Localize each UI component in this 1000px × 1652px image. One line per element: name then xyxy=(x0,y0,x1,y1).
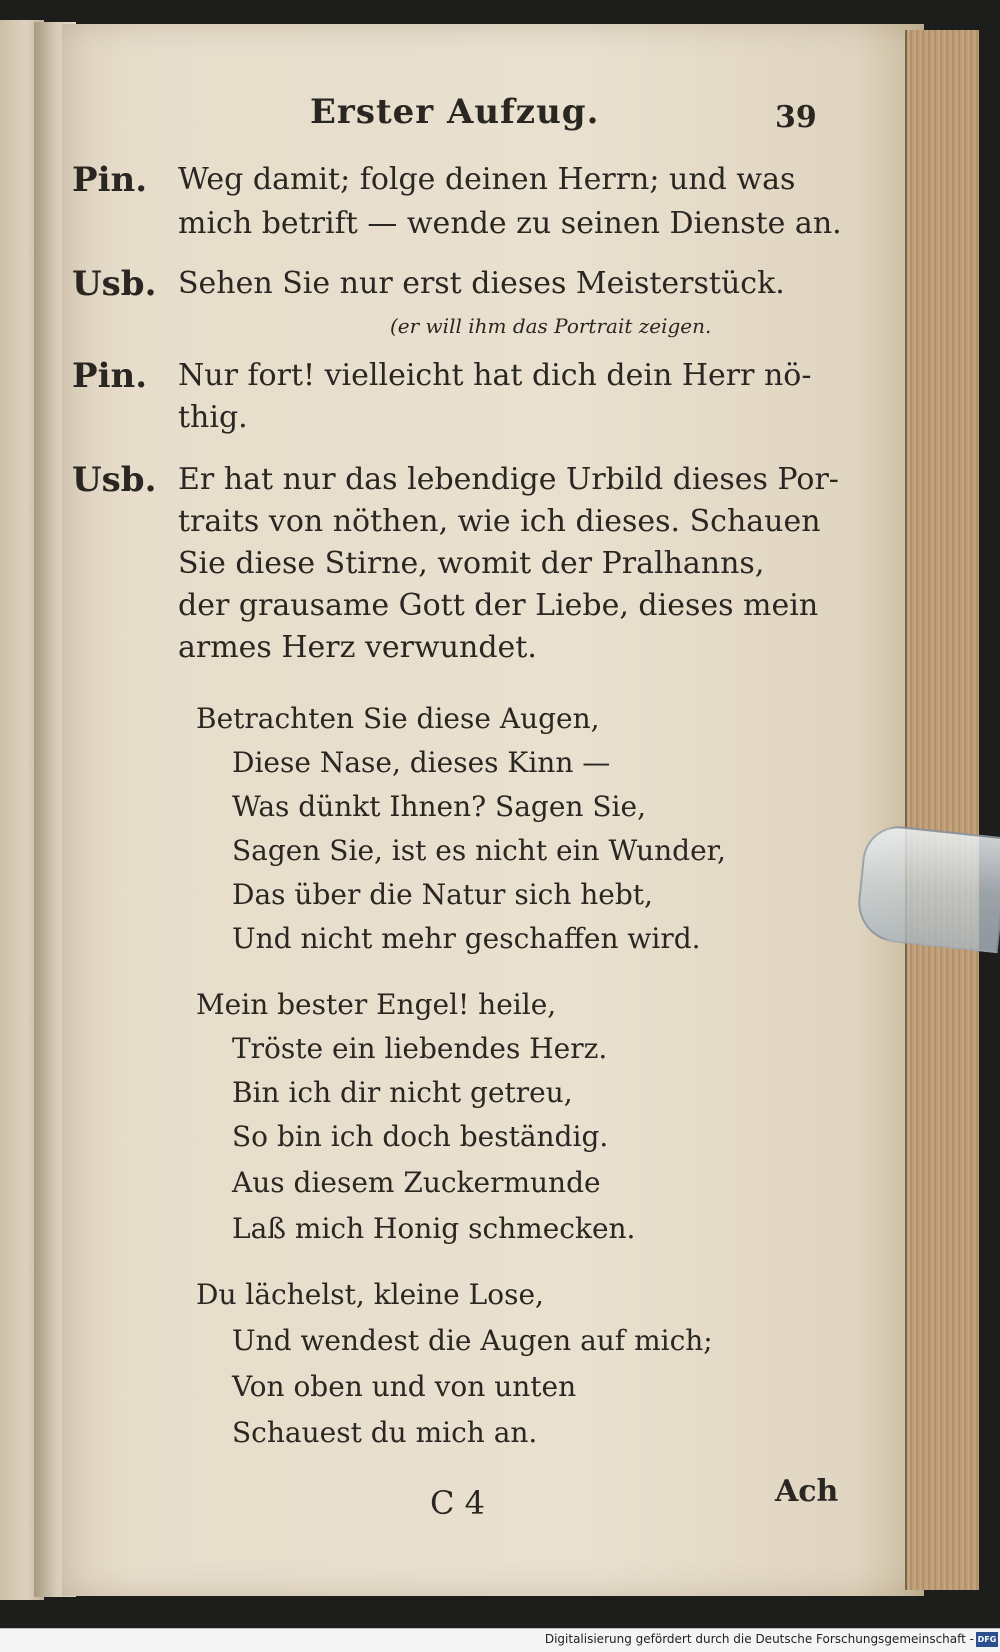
verse-line: Schauest du mich an. xyxy=(232,1416,538,1449)
dialogue-line: Er hat nur das lebendige Urbild dieses Por- xyxy=(178,462,839,497)
verse-line: Und nicht mehr geschaffen wird. xyxy=(232,922,701,955)
verse-line: Das über die Natur sich hebt, xyxy=(232,878,653,911)
dialogue-line: armes Herz verwundet. xyxy=(178,630,537,665)
dialogue-line: Sehen Sie nur erst dieses Meisterstück. xyxy=(178,266,785,301)
dialogue-line: mich betrift — wende zu seinen Dienste an. xyxy=(178,206,842,241)
dialogue-line: traits von nöthen, wie ich dieses. Schauen xyxy=(178,504,821,539)
dialogue-line: Sie diese Stirne, womit der Pralhanns, xyxy=(178,546,765,581)
footer-credit: Digitalisierung gefördert durch die Deutsche Forschungsgemeinschaft - xyxy=(544,1632,974,1646)
stage-direction: (er will ihm das Portrait zeigen. xyxy=(390,314,712,338)
speaker-label: Pin. xyxy=(72,356,148,396)
verse-line: Tröste ein liebendes Herz. xyxy=(232,1032,608,1065)
dialogue-line: Weg damit; folge deinen Herrn; und was xyxy=(178,162,796,197)
verse-line: Aus diesem Zuckermunde xyxy=(232,1166,601,1199)
signature-mark: C 4 xyxy=(430,1484,486,1522)
dialogue-line: thig. xyxy=(178,400,248,435)
verse-line: Von oben und von unten xyxy=(232,1370,577,1403)
dialogue-line: Nur fort! vielleicht hat dich dein Herr nö- xyxy=(178,358,812,393)
verse-line: Diese Nase, dieses Kinn — xyxy=(232,746,611,779)
catchword: Ach xyxy=(775,1474,839,1509)
verse-line: Mein bester Engel! heile, xyxy=(196,988,557,1021)
speaker-label: Pin. xyxy=(72,160,148,200)
verse-line: Und wendest die Augen auf mich; xyxy=(232,1324,713,1357)
page-number: 39 xyxy=(775,100,817,135)
verse-line: Betrachten Sie diese Augen, xyxy=(196,702,600,735)
verse-line: Du lächelst, kleine Lose, xyxy=(196,1278,544,1311)
verse-line: So bin ich doch beständig. xyxy=(232,1120,609,1153)
speaker-label: Usb. xyxy=(72,460,157,500)
verse-line: Sagen Sie, ist es nicht ein Wunder, xyxy=(232,834,726,867)
dialogue-line: der grausame Gott der Liebe, dieses mein xyxy=(178,588,819,623)
verse-line: Laß mich Honig schmecken. xyxy=(232,1212,636,1245)
digitization-footer xyxy=(0,1628,1000,1652)
verse-line: Bin ich dir nicht getreu, xyxy=(232,1076,573,1109)
running-head: Erster Aufzug. xyxy=(310,92,600,132)
page-fore-edge xyxy=(905,30,979,1590)
verse-line: Was dünkt Ihnen? Sagen Sie, xyxy=(232,790,646,823)
speaker-label: Usb. xyxy=(72,264,157,304)
page-clip xyxy=(854,823,1000,953)
dfg-logo-icon: DFG xyxy=(976,1632,998,1647)
